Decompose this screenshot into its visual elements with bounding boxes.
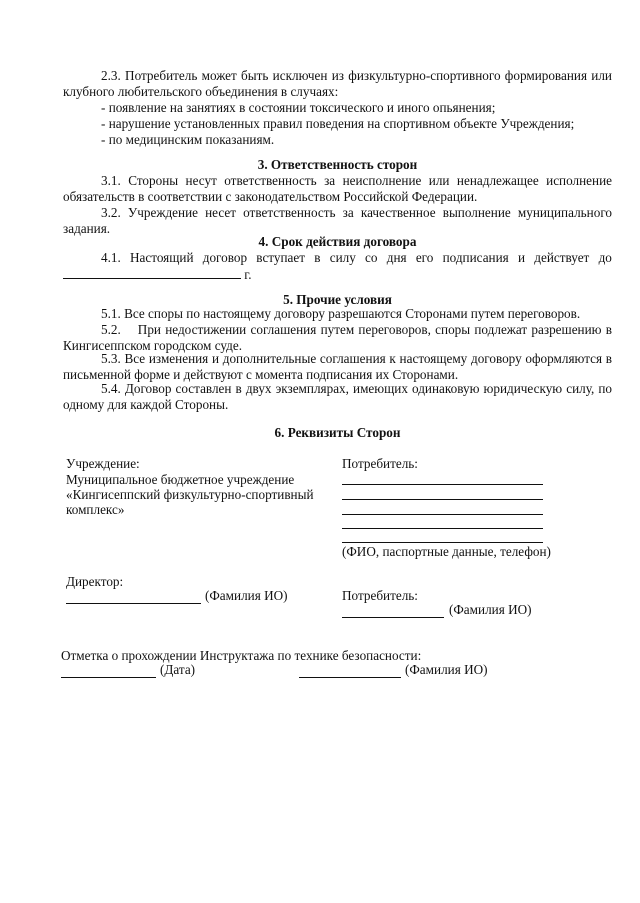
paragraph-4-1 (101, 250, 612, 266)
director-title: Директор: (66, 574, 124, 589)
consumer-title: Потребитель: (342, 456, 418, 471)
institution-title: Учреждение: (66, 456, 140, 471)
clause-4-1-word: силу (329, 250, 356, 265)
year-suffix: г. (244, 267, 252, 282)
date-signature-line (61, 677, 156, 678)
paragraph-4-1-line (101, 250, 612, 266)
director-name-label: (Фамилия ИО) (205, 588, 288, 603)
list-item: - по медицинским показаниям. (101, 132, 275, 147)
paragraph-3-2: 3.2. Учреждение несет ответственность за качественное выполнение муниципального задания. (63, 205, 612, 236)
safety-signature-line (299, 677, 401, 678)
paragraph-5-1: 5.1. Все споры по настоящему договору разрешаются Сторонами путем переговоров. (101, 306, 581, 321)
clause-4-1-word: со (365, 250, 378, 265)
clause-4-1-word: подписания (442, 250, 509, 265)
paragraph-5-3: 5.3. Все изменения и дополнительные соглашения к настоящему договору оформляются в письменной форме и действуют с момента подписания их Сторонами. (63, 351, 612, 382)
paragraph-5-2: 5.2. При недостижении соглашения путем переговоров, споры подлежат разрешению в Кингисеппском городском суде. (63, 322, 616, 353)
clause-4-1-word: его (415, 250, 434, 265)
clause-4-1-word: дня (386, 250, 407, 265)
clause-4-1-word: и (517, 250, 526, 265)
institution-line: комплекс» (66, 502, 125, 517)
institution-line: «Кингисеппский физкультурно-спортивный (66, 487, 314, 502)
date-blank (63, 266, 241, 279)
clause-4-1-word: 4.1. (101, 250, 121, 265)
section-4-heading: 4. Срок действия договора (258, 234, 417, 249)
consumer-name-label: (Фамилия ИО) (449, 602, 532, 617)
section-5-heading: 5. Прочие условия (283, 292, 392, 307)
consumer-blank-line (342, 528, 543, 529)
safety-note: Отметка о прохождении Инструктажа по технике безопасности: (61, 648, 422, 663)
consumer-caption: (ФИО, паспортные данные, телефон) (342, 544, 551, 559)
paragraph-4-1-continuation (63, 266, 252, 283)
safety-name-label: (Фамилия ИО) (405, 662, 488, 677)
clause-4-1-word: Настоящий (130, 250, 194, 265)
consumer-sign-title: Потребитель: (342, 588, 418, 603)
clause-4-1-word: вступает (256, 250, 306, 265)
clause-4-1-word: в (314, 250, 321, 265)
consumer-blank-line (342, 514, 543, 515)
paragraph-5-4: 5.4. Договор составлен в двух экземплярах, имеющих одинаковую юридическую силу, по одному для каждой Стороны. (63, 381, 612, 412)
paragraph-2-3: 2.3. Потребитель может быть исключен из физкультурно-спортивного формирования или клубного любительского объединения в случаях: (63, 68, 612, 99)
list-item: - нарушение установленных правил поведения на спортивном объекте Учреждения; (101, 116, 575, 131)
consumer-signature-line (342, 617, 444, 618)
consumer-blank-line (342, 542, 543, 543)
institution-line: Муниципальное бюджетное учреждение (66, 472, 295, 487)
paragraph-3-1: 3.1. Стороны несут ответственность за неисполнение или ненадлежащее исполнение обязательств в соответствии с законодательством Российской Федерации. (63, 173, 612, 204)
director-signature-line (66, 603, 201, 604)
clause-4-1-word: до (598, 250, 612, 265)
consumer-blank-line (342, 484, 543, 485)
list-item: - появление на занятиях в состоянии токсического и иного опьянения; (101, 100, 496, 115)
section-6-heading: 6. Реквизиты Сторон (274, 425, 401, 440)
section-3-heading: 3. Ответственность сторон (257, 157, 418, 172)
date-label: (Дата) (160, 662, 196, 677)
consumer-blank-line (342, 499, 543, 500)
clause-4-1-word: договор (202, 250, 248, 265)
clause-4-1-word: действует (534, 250, 590, 265)
